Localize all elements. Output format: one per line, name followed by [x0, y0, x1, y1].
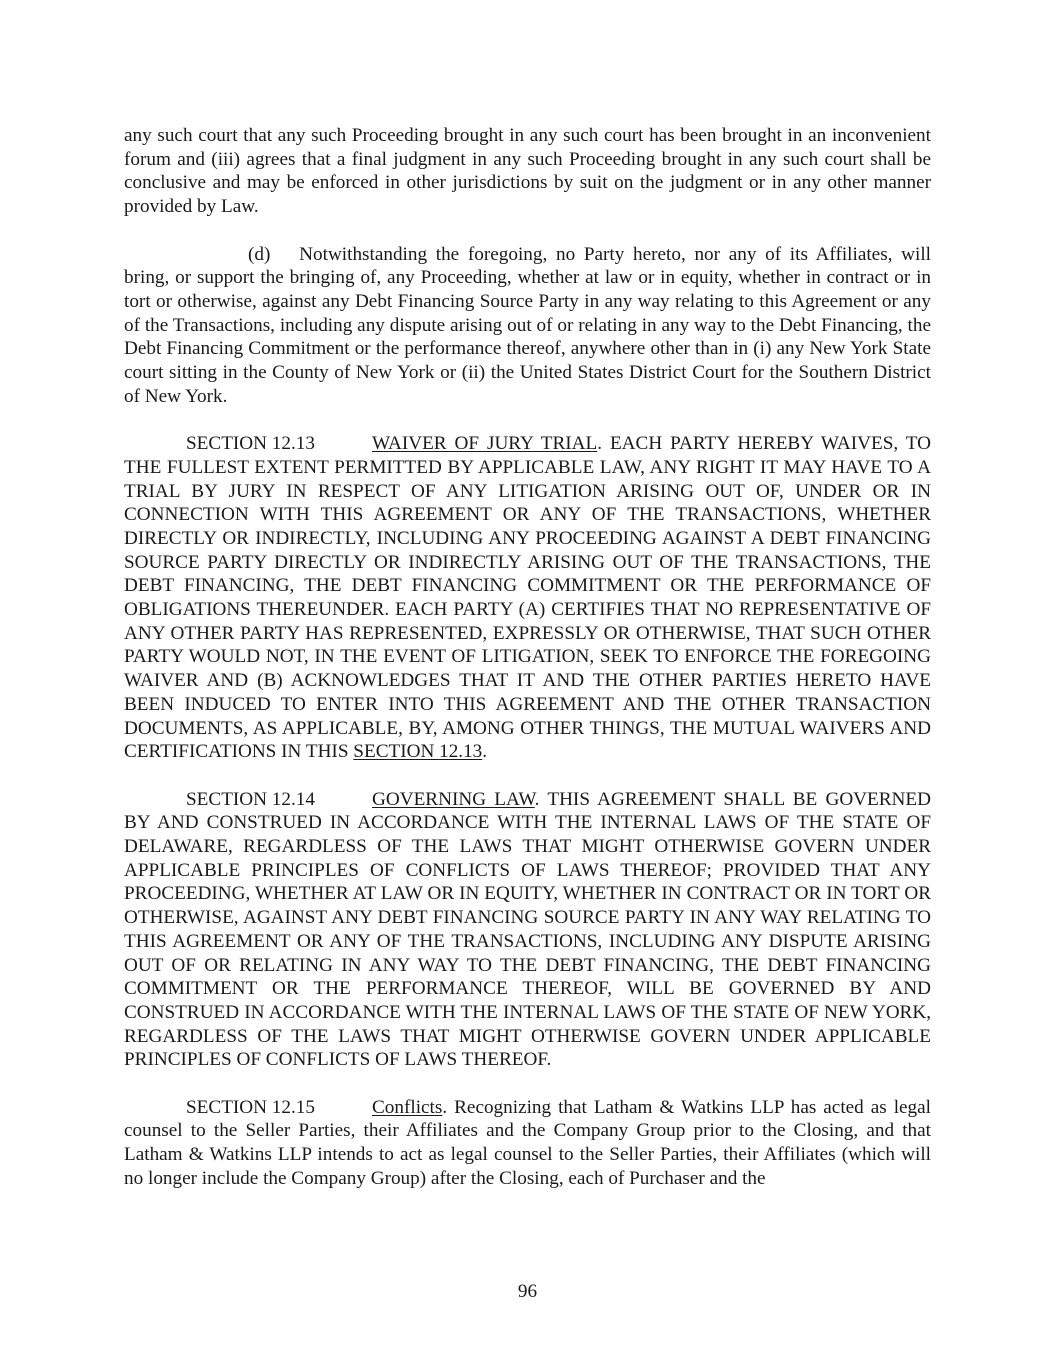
- section-12-13-number: SECTION 12.13: [186, 433, 315, 455]
- section-12-13-heading: WAIVER OF JURY TRIAL: [372, 433, 598, 455]
- section-12-14: [124, 788, 931, 1072]
- section-12-13-body: . EACH PARTY HEREBY WAIVES, TO THE FULLEST EXTENT PERMITTED BY APPLICABLE LAW, ANY RIGHT IT MAY HAVE TO A TRIAL BY JURY IN RESPECT OF ANY LITIGATION ARISING OUT OF, UNDER OR IN CONNECTION WITH THIS AGREEMENT OR ANY OF THE TRANSACTIONS, WHETHER DIRECTLY OR INDIRECTLY, INCLUDING ANY PROCEEDING AGAINST A DEBT FINANCING SOURCE PARTY DIRECTLY OR INDIRECTLY ARISING OUT OF THE TRANSACTIONS, THE DEBT FINANCING, THE DEBT FINANCING COMMITMENT OR THE PERFORMANCE OF OBLIGATIONS THEREUNDER. EACH PARTY (A) CERTIFIES THAT NO REPRESENTATIVE OF ANY OTHER PARTY HAS REPRESENTED, EXPRESSLY OR OTHERWISE, THAT SUCH OTHER PARTY WOULD NOT, IN THE EVENT OF LITIGATION, SEEK TO ENFORCE THE FOREGOING WAIVER AND (B) ACKNOWLEDGES THAT IT AND THE OTHER PARTIES HERETO HAVE BEEN INDUCED TO ENTER INTO THIS AGREEMENT AND THE OTHER TRANSACTION DOCUMENTS, AS APPLICABLE, BY, AMONG OTHER THINGS, THE MUTUAL WAIVERS AND CERTIFICATIONS IN THIS: [124, 433, 931, 763]
- section-12-15-body: . Recognizing that Latham & Watkins LLP has acted as legal counsel to the Seller Parties, their Affiliates and the Company Group prior to the Closing, and that Latham & Watkins LLP intends to act as legal counsel to the Seller Parties, their Affiliates (which will no longer include the Company Group) after the Closing, each of Purchaser and the: [124, 1096, 931, 1189]
- paragraph-d: [124, 243, 931, 409]
- page-number: 96: [517, 1281, 538, 1302]
- section-12-13: [124, 432, 931, 764]
- section-12-14-heading: GOVERNING LAW: [372, 788, 535, 810]
- paragraph-d-text: Notwithstanding the foregoing, no Party hereto, nor any of its Affiliates, will bring, or support the bringing of, any Proceeding, whether at law or in equity, whether in contract or in tort or otherwise, against any Debt Financing Source Party in any way relating to this Agreement or any of the Transactions, including any dispute arising out of or relating in any way to the Debt Financing, the Debt Financing Commitment or the performance thereof, anywhere other than in (i) any New York State court sitting in the County of New York or (ii) the United States District Court for the Southern District of New York.: [124, 243, 931, 407]
- section-12-15-heading: Conflicts: [372, 1096, 443, 1118]
- document-page: [124, 124, 931, 1191]
- section-12-15: [124, 1096, 931, 1191]
- section-12-14-number: SECTION 12.14: [186, 788, 315, 810]
- section-12-13-ref: SECTION 12.13: [353, 741, 483, 763]
- section-12-13-end: .: [482, 741, 488, 763]
- paragraph-d-label: (d): [248, 243, 271, 265]
- section-12-15-number: SECTION 12.15: [186, 1096, 315, 1118]
- paragraph-continuation: any such court that any such Proceeding brought in any such court has been brought in an inconvenient forum and (iii) agrees that a final judgment in any such Proceeding brought in any such court shall be conclusive and may be enforced in other jurisdictions by suit on the judgment or in any other manner provided by Law.: [124, 125, 931, 218]
- section-12-14-body: . THIS AGREEMENT SHALL BE GOVERNED BY AND CONSTRUED IN ACCORDANCE WITH THE INTERNAL LAWS OF THE STATE OF DELAWARE, REGARDLESS OF THE LAWS THAT MIGHT OTHERWISE GOVERN UNDER APPLICABLE PRINCIPLES OF CONFLICTS OF LAWS THEREOF; PROVIDED THAT ANY PROCEEDING, WHETHER AT LAW OR IN EQUITY, WHETHER IN CONTRACT OR IN TORT OR OTHERWISE, AGAINST ANY DEBT FINANCING SOURCE PARTY IN ANY WAY RELATING TO THIS AGREEMENT OR ANY OF THE TRANSACTIONS, INCLUDING ANY DISPUTE ARISING OUT OF OR RELATING IN ANY WAY TO THE DEBT FINANCING, THE DEBT FINANCING COMMITMENT OR THE PERFORMANCE THEREOF, WILL BE GOVERNED BY AND CONSTRUED IN ACCORDANCE WITH THE INTERNAL LAWS OF THE STATE OF NEW YORK, REGARDLESS OF THE LAWS THAT MIGHT OTHERWISE GOVERN UNDER APPLICABLE PRINCIPLES OF CONFLICTS OF LAWS THEREOF.: [124, 788, 931, 1071]
